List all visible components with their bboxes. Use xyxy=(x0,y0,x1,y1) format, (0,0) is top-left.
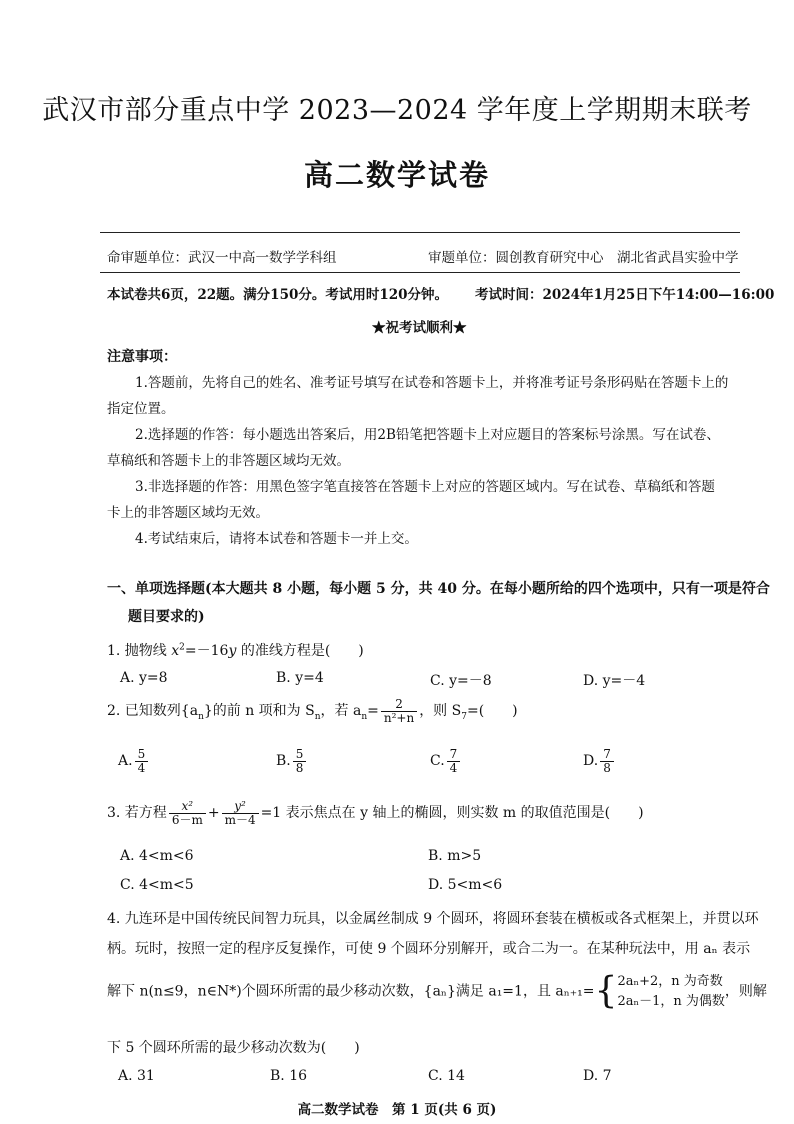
question-4-line: 下 5 个圆环所需的最少移动次数为( ) xyxy=(107,1040,360,1056)
q2-frac-den: n²+n xyxy=(383,710,415,725)
q1-exp: 2 xyxy=(179,642,185,653)
option-num: 7 xyxy=(600,748,614,762)
option-den: 8 xyxy=(603,760,611,775)
q3-frac-num: x² xyxy=(169,800,206,814)
q2-text: ，则 S xyxy=(419,703,462,720)
q4-piecewise xyxy=(617,972,724,1011)
question-3 xyxy=(107,800,644,826)
q2-sub: n xyxy=(314,711,321,722)
q2-option-c xyxy=(430,748,462,774)
q1-var-x: x xyxy=(171,643,180,659)
q2-sub: n xyxy=(198,711,204,722)
q3-fraction-1 xyxy=(169,800,206,826)
option-label: C. xyxy=(430,753,445,770)
option-den: 8 xyxy=(295,760,304,775)
q3-fraction-2 xyxy=(222,800,259,826)
q2-option-d xyxy=(583,748,616,774)
question-4-line: 柄。玩时，按照一定的程序反复操作，可使 9 个圆环分别解开，或合二为一。在某种玩法中，用 aₙ 表示 xyxy=(107,941,751,957)
q3-frac-num: y² xyxy=(222,800,259,814)
q4-case: 2aₙ－1，n 为偶数 xyxy=(617,993,725,1009)
q1-text: =－16 xyxy=(184,643,229,659)
q2-fraction xyxy=(381,698,417,724)
q3-text: 3. 若方程 xyxy=(107,805,167,822)
notes-heading: 注意事项： xyxy=(107,349,177,365)
note-line: 卡上的非答题区域均无效。 xyxy=(107,505,269,521)
note-line: 2.选择题的作答：每小题选出答案后，用2B铅笔把答题卡上对应题目的答案标号涂黑。写在试卷、 xyxy=(135,427,720,443)
divider-middle xyxy=(100,272,740,273)
q4-text: 解下 n(n≤9，n∈N*)个圆环所需的最少移动次数，{aₙ}满足 a₁=1，且 aₙ₊₁= xyxy=(107,983,595,1000)
page-footer: 高二数学试卷 第 1 页(共 6 页) xyxy=(297,1102,497,1118)
note-line: 草稿纸和答题卡上的非答题区域均无效。 xyxy=(107,453,350,469)
note-line: 4.考试结束后，请将本试卷和答题卡一并上交。 xyxy=(135,531,418,547)
q3-plus: + xyxy=(207,805,220,822)
section-heading: 一、单项选择题(本大题共 8 小题，每小题 5 分，共 40 分。在每小题所给的四个选项中，只有一项是符合 xyxy=(107,581,770,597)
divider-top xyxy=(100,232,740,233)
question-2 xyxy=(107,698,518,724)
note-line: 3.非选择题的作答：用黑色签字笔直接答在答题卡上对应的答题区域内。写在试卷、草稿纸和答题 xyxy=(135,479,715,495)
proposer-info: 命审题单位：武汉一中高一数学学科组 xyxy=(107,250,337,266)
note-line: 指定位置。 xyxy=(107,401,175,417)
option-label: B. xyxy=(276,753,291,770)
q2-text: =( ) xyxy=(466,703,518,720)
q4-text: ，则解 xyxy=(724,983,767,1000)
question-1 xyxy=(107,640,364,660)
option-label: A. xyxy=(118,753,133,770)
q4-brace: { xyxy=(594,970,618,1012)
q2-option-b xyxy=(276,748,308,774)
q1-option-d: D. y=－4 xyxy=(583,673,646,689)
option-num: 5 xyxy=(135,748,149,762)
q4-option-c: C. 14 xyxy=(428,1068,465,1084)
option-num: 7 xyxy=(447,748,461,762)
q3-frac-den: m－4 xyxy=(224,812,256,827)
q3-text: =1 表示焦点在 y 轴上的椭圆，则实数 m 的取值范围是( ) xyxy=(260,805,644,822)
q4-option-a: A. 31 xyxy=(118,1068,155,1084)
note-line: 1.答题前，先将自己的姓名、准考证号填写在试卷和答题卡上，并将准考证号条形码贴在答题卡上的 xyxy=(135,375,729,391)
q2-text: }的前 n 项和为 S xyxy=(203,703,315,720)
q3-option-b: B. m>5 xyxy=(428,848,482,864)
q2-sub: n xyxy=(361,711,368,722)
exam-time: 考试时间：2024年1月25日下午14:00—16:00 xyxy=(475,287,775,303)
q2-text: 2. 已知数列{a xyxy=(107,703,199,720)
exam-title: 武汉市部分重点中学 2023—2024 学年度上学期期末联考 xyxy=(42,95,752,126)
reviewer-info: 审题单位：圆创教育研究中心 湖北省武昌实验中学 xyxy=(428,250,739,266)
q2-frac-num: 2 xyxy=(381,698,417,712)
q3-frac-den: 6－m xyxy=(171,812,203,827)
option-den: 4 xyxy=(449,760,458,775)
good-luck-banner: ★祝考试顺利★ xyxy=(372,320,467,336)
q1-option-b: B. y=4 xyxy=(276,670,324,686)
q1-text: 1. 抛物线 xyxy=(107,643,172,659)
q2-option-a xyxy=(118,748,150,774)
section-heading-cont: 题目要求的) xyxy=(128,609,205,625)
q1-var-y: y xyxy=(228,643,237,659)
q3-option-d: D. 5<m<6 xyxy=(428,877,503,893)
q4-option-d: D. 7 xyxy=(583,1068,612,1084)
q2-eq: = xyxy=(367,703,379,720)
option-den: 4 xyxy=(137,760,146,775)
q1-option-a: A. y=8 xyxy=(120,670,168,686)
q1-option-c: C. y=－8 xyxy=(430,673,492,689)
q2-text: ，若 a xyxy=(320,703,362,720)
question-4-line: 4. 九连环是中国传统民间智力玩具，以金属丝制成 9 个圆环，将圆环套装在横板或各式框架上，并贯以环 xyxy=(107,911,759,927)
q1-text: 的准线方程是( ) xyxy=(236,643,364,659)
exam-subtitle: 高二数学试卷 xyxy=(303,158,490,192)
q4-case: 2aₙ+2，n 为奇数 xyxy=(617,974,723,989)
question-4-line xyxy=(107,972,767,1011)
q3-option-c: C. 4<m<5 xyxy=(120,877,194,893)
q3-option-a: A. 4<m<6 xyxy=(120,848,194,864)
exam-meta: 本试卷共6页，22题。满分150分。考试用时120分钟。 xyxy=(107,287,449,303)
q4-option-b: B. 16 xyxy=(270,1068,308,1084)
q2-sub: 7 xyxy=(461,711,467,722)
option-num: 5 xyxy=(293,748,307,762)
option-label: D. xyxy=(583,753,599,770)
